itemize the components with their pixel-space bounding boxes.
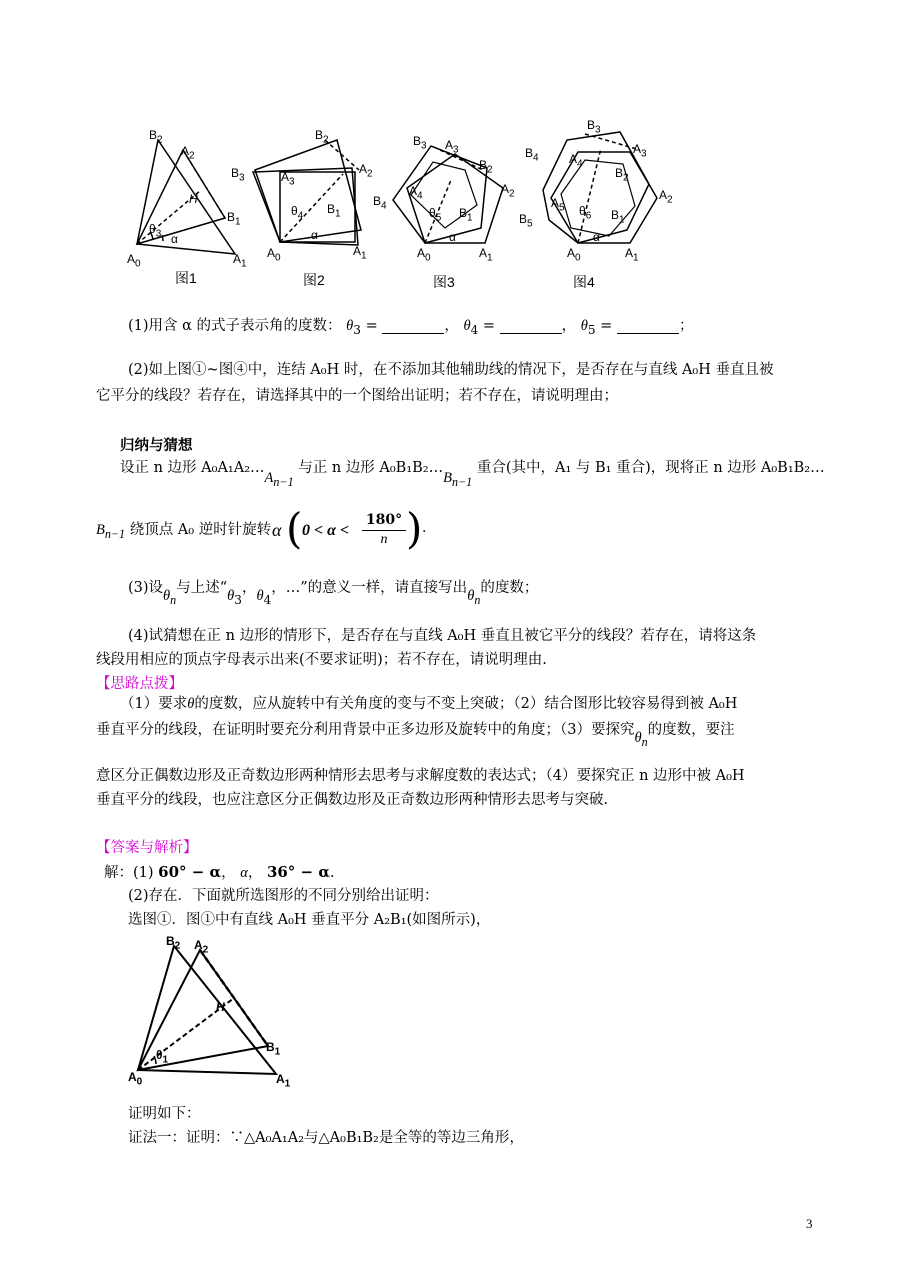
question-3 [128,578,539,607]
range-left: 0 < α < [302,522,350,539]
figures-svg [115,110,705,300]
label-B4: $B_4$ [373,194,387,212]
hint-title: 【思路点拨】 [96,676,183,692]
label-A4: $A_4$ [569,152,583,170]
caption-fig3: 图3 [433,274,455,290]
label-alpha: α [311,228,318,242]
caption-fig2: 图2 [303,272,325,288]
label-H: H [216,1000,225,1014]
theta-n3: θ [634,730,642,746]
para1-line1 [120,458,825,489]
label-H: H [189,192,198,206]
theta3b: θ [227,588,235,604]
label-A0: $A_0$ [267,246,281,264]
p1b: 与正 n 边形 A₀B₁B₂… [298,460,444,476]
answer-line3: 选图①．图①中有直线 A₀H 垂直平分 A₂B₁(如图所示)， [128,912,491,928]
q3-d: ，…”的意义一样，请直接写出 [271,580,468,596]
label-A1: $A_1$ [276,1072,291,1090]
q1-prefix: (1)用含 α 的式子表示角的度数： [128,318,342,334]
p1a: 设正 n 边形 A₀A₁A₂… [120,460,265,476]
paren-right: ) [406,504,423,553]
a1e: ， [247,865,263,881]
answer-blank-theta4[interactable] [500,319,562,334]
theta3-sub: 3 [353,322,361,337]
theta: θ [187,696,195,712]
answer-figure [126,930,306,1090]
frac-line [362,530,406,531]
label-A1: $A_1$ [233,252,247,270]
label-alpha: α [593,230,600,244]
theta5-sub: 5 [587,322,596,337]
label-B1: $B_1$ [227,210,241,228]
label-A2: $A_2$ [181,144,195,162]
end: ； [678,318,694,334]
caption-fig4: 图4 [573,274,595,290]
hint-line4: 垂直平分的线段，也应注意区分正偶数边形及正奇数边形两种情形去思考与突破. [96,792,609,808]
label-A2: $A_2$ [194,938,209,956]
q3-b: 与上述“ [176,580,228,596]
label-A0: $A_0$ [417,246,431,264]
label-theta5: $\theta_5$ [429,206,442,224]
label-B1: $B_1$ [327,202,341,220]
label-alpha: α [171,232,178,246]
theta4b-sub: 4 [263,592,272,607]
theta4: θ [463,318,471,334]
answer-line1 [104,862,334,883]
theta-n: θ [163,588,171,604]
label-A5: $A_5$ [551,196,565,214]
q3-a: (3)设 [128,580,164,596]
page-number: 3 [806,1216,813,1231]
label-theta6: $\theta_6$ [579,204,592,222]
answer-blank-theta3[interactable] [382,319,444,334]
alpha: α [272,520,282,540]
label-theta3: $\theta_3$ [149,222,162,240]
hint-l2b: 的度数，要注 [647,722,735,738]
hint-l2a: 垂直平分的线段，在证明时要充分利用背景中正多边形及旋转中的角度；（3）要探究 [96,722,635,738]
q2-line2: 它平分的线段？若存在，请选择其中的一个图给出证明；若不存在，请说明理由； [96,388,618,404]
Bn-sub: n−1 [451,474,473,489]
label-theta4: $\theta_4$ [291,204,304,222]
q3-c: ， [241,580,257,596]
label-theta1: $\theta_1$ [156,1048,169,1066]
theta-n2: θ [467,588,475,604]
eq: = [478,318,500,334]
label-B2: $B_2$ [149,128,163,146]
a1d: α [240,865,248,881]
label-B3: $B_3$ [231,166,245,184]
question-1 [128,316,693,340]
answer-blank-theta5[interactable] [617,319,679,334]
hint-line1 [120,694,737,714]
theta-n3-sub: n [641,734,648,749]
label-A1: $A_1$ [479,246,493,264]
theta4b: θ [256,588,264,604]
caption-fig1: 图1 [175,270,197,286]
An-sub: n−1 [273,474,294,489]
label-A1: $A_1$ [353,244,367,262]
theta5: θ [580,318,588,334]
label-A3: $A_3$ [633,142,647,160]
label-A2: $A_2$ [659,188,673,206]
figure-row [115,110,705,300]
theta-n2-sub: n [474,592,481,607]
Bn2-sub: n−1 [104,526,126,541]
label-B1: $B_1$ [459,206,473,224]
a1g: . [329,865,335,881]
paren-left: ( [286,504,303,553]
label-B2: $B_2$ [479,158,493,176]
q4-line2: 线段用相应的顶点字母表示出来(不要求证明)；若不存在，请说明理由. [96,652,547,668]
label-A1: $A_1$ [625,246,639,264]
eq: = [595,318,617,334]
theta4-sub: 4 [470,322,479,337]
label-B2: $B_2$ [615,166,629,184]
eq: = [360,318,383,334]
label-A3: $A_3$ [445,138,459,156]
Bn2: B [96,522,105,538]
a1c: ， [221,865,236,881]
label-A0: $A_0$ [127,252,141,270]
label-B2: $B_2$ [315,128,329,146]
hint-l1b: 的度数，应从旋转中有关角度的变与不变上突破；（2）结合图形比较容易得到被 A₀H [194,696,738,712]
label-A4: $A_4$ [409,184,423,202]
p1c: 重合(其中，A₁ 与 B₁ 重合)，现将正 n 边形 A₀B₁B₂… [476,460,825,476]
label-A0: $A_0$ [567,246,581,264]
label-alpha: α [449,230,456,244]
figure-2 [253,140,361,245]
p2: 绕顶点 A₀ 逆时针旋转 [129,522,272,538]
para1-line2 [96,520,271,544]
hint-l1: （1）要求 [120,696,188,712]
answer-title: 【答案与解析】 [96,840,198,856]
frac-top: 180° [365,512,403,528]
label-B3: $B_3$ [587,118,601,136]
label-B1: $B_1$ [611,208,625,226]
label-B3: $B_3$ [413,134,427,152]
theta-n-sub: n [170,592,177,607]
theta3b-sub: 3 [234,592,242,607]
theta3: θ [346,318,354,334]
An: A [264,470,274,486]
answer-line4: 证明如下： [128,1106,201,1122]
label-A3: $A_3$ [281,170,295,188]
answer-line2: (2)存在．下面就所选图形的不同分别给出证明： [128,888,439,904]
label-A0: $A_0$ [128,1070,143,1088]
answer-line5: 证法一：证明：∵△A₀A₁A₂与△A₀B₁B₂是全等的等边三角形， [128,1130,524,1146]
Bn: B [443,470,452,486]
sep: ， [561,318,577,334]
q2-line1: (2)如上图①~图④中，连结 A₀H 时，在不添加其他辅助线的情况下，是否存在与直线 A₀H 垂直且被 [128,362,774,378]
section-title: 归纳与猜想 [120,438,193,454]
period: . [422,520,427,536]
label-B2: $B_2$ [166,934,181,952]
label-B1: $B_1$ [266,1040,281,1058]
hint-line2 [96,720,735,749]
label-B4: $B_4$ [525,146,539,164]
q4-line1: (4)试猜想在正 n 边形的情形下，是否存在与直线 A₀H 垂直且被它平分的线段？若存在，请将这条 [128,628,757,644]
a1f: 36° − α [266,863,330,881]
label-A2: $A_2$ [501,182,515,200]
sep: ， [444,318,459,334]
a1b: 60° − α [158,863,222,881]
q3-e: 的度数； [480,580,539,596]
label-B5: $B_5$ [519,212,533,230]
a1a: 解：(1) [104,865,154,881]
label-A2: $A_2$ [359,162,373,180]
hint-line3: 意区分正偶数边形及正奇数边形两种情形去思考与求解度数的表达式；（4）要探究正 n 边形中被 A₀H [96,768,745,784]
frac-bottom: n [380,532,388,547]
